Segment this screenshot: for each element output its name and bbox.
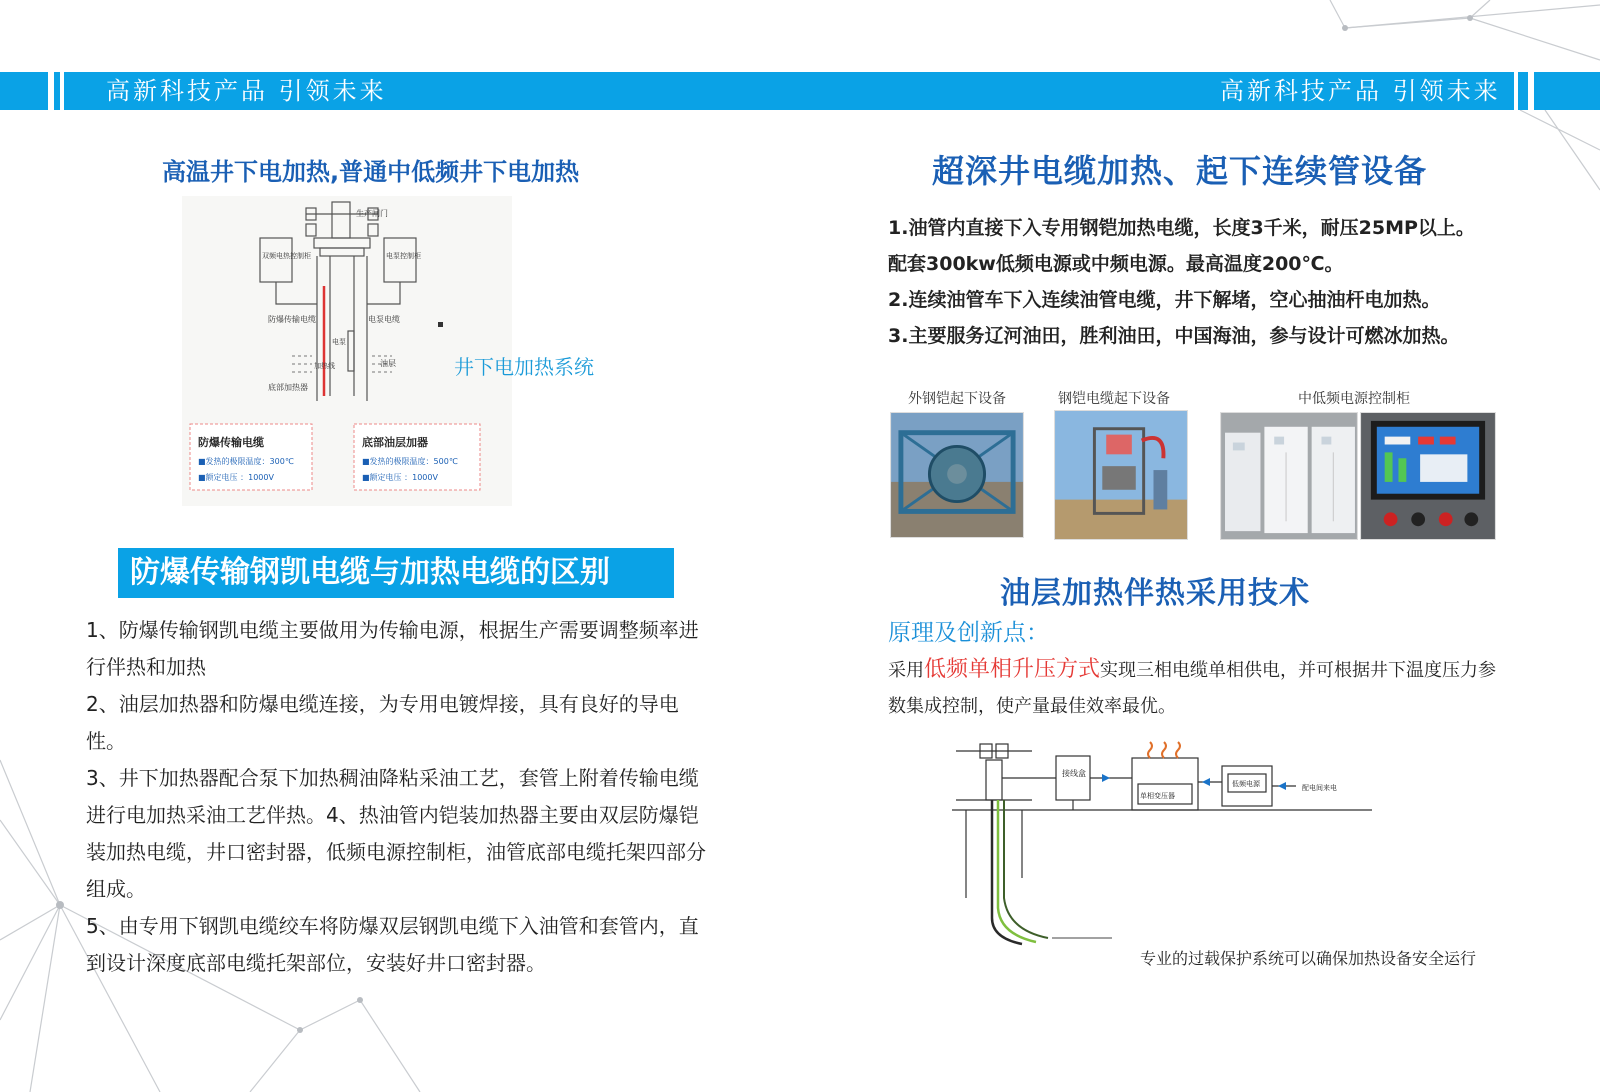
box1-title: 防爆传输电缆	[198, 436, 264, 449]
paragraph-1: 1、防爆传输钢凯电缆主要做用为传输电源，根据生产需要调整频率进行伴热和加热	[86, 618, 699, 679]
label-gate: 生产闸门	[356, 209, 388, 218]
principle-title: 原理及创新点：	[888, 620, 1049, 646]
photo-label-1: 外钢铠起下设备	[908, 391, 1006, 407]
left-paragraphs	[86, 612, 706, 982]
principle-text	[888, 652, 1508, 725]
system-name-label: 井下电加热系统	[454, 355, 594, 379]
principle-highlight: 低频单相升压方式	[924, 657, 1101, 682]
diagram-caption: 专业的过载保护系统可以确保加热设备安全运行	[1140, 949, 1477, 968]
label-oil-layer: 油层	[380, 359, 396, 368]
header-stripe-left-2	[60, 72, 64, 110]
principle-prefix: 采用	[888, 660, 924, 681]
left-banner-text: 防爆传输钢凯电缆与加热电缆的区别	[130, 555, 610, 590]
spec-3: 2.连续油管车下入连续油管电缆，井下解堵，空心抽油杆电加热。	[888, 289, 1441, 311]
label-junction-box: 接线盒	[1062, 769, 1086, 778]
photo-label-2: 钢铠电缆起下设备	[1058, 391, 1170, 407]
box1-line2: ■额定电压 ：1000V	[198, 473, 274, 482]
downhole-heating-diagram	[182, 196, 594, 506]
header-slogan-left: 高新科技产品 引领未来	[106, 77, 387, 105]
spec-4: 3.主要服务辽河油田，胜利油田，中国海油，参与设计可燃冰加热。	[888, 325, 1460, 347]
spec-1: 1.油管内直接下入专用钢铠加热电缆，长度3千米，耐压25MP以上。	[888, 217, 1475, 239]
box2-title: 底部油层加器	[362, 436, 428, 449]
label-transformer: 单相变压器	[1140, 792, 1175, 800]
label-left-cabinet: 双频电热控制柜	[262, 252, 311, 260]
right-title: 超深井电缆加热、起下连续管设备	[932, 152, 1428, 190]
oil-layer-heating-diagram	[952, 738, 1382, 968]
box2-line2: ■额定电压 ：1000V	[362, 473, 438, 482]
paragraph-2: 2、油层加热器和防爆电缆连接，为专用电镀焊接，具有良好的导电性。	[86, 692, 679, 753]
label-controller: 低频电源	[1232, 780, 1260, 788]
label-cable-right: 电泵电缆	[368, 315, 400, 324]
label-power-in: 配电间来电	[1302, 784, 1337, 792]
right-section2-title: 油层加热伴热采用技术	[1000, 576, 1310, 611]
box2-line1: ■发热的极限温度：500℃	[362, 457, 458, 466]
header-stripe-right	[1514, 72, 1518, 110]
header-slogan-right: 高新科技产品 引领未来	[1220, 77, 1501, 105]
photo-label-3: 中低频电源控制柜	[1298, 391, 1410, 407]
spec-2: 配套300kw低频电源或中频电源。最高温度200℃。	[888, 253, 1344, 275]
label-cable-left: 防爆传输电缆	[268, 315, 316, 324]
label-right-cabinet: 电泵控制柜	[386, 252, 421, 260]
principle-suffix: 实现三相电缆单相供电，并可根据井下温度压力参数集成控制，使产量最佳效率最优。	[888, 660, 1497, 717]
box1-line1: ■发热的极限温度：300℃	[198, 457, 294, 466]
label-bottom-heater: 底部加热器	[268, 383, 308, 392]
right-spec-list	[888, 210, 1568, 354]
photo-control-cabinet-1	[1220, 412, 1358, 540]
paragraph-3: 3、井下加热器配合泵下加热稠油降粘采油工艺，套管上附着传输电缆进行电加热采油工艺伴热。4、热油管内铠装加热器主要由双层防爆铠装加热电缆，井口密封器，低频电源控制柜，油管底部电缆托架四部分组成。	[86, 766, 706, 901]
photo-control-cabinet-2	[1360, 412, 1496, 540]
label-heat-line: 加热线	[314, 362, 335, 370]
header-stripe-left	[48, 72, 54, 110]
paragraph-4: 5、由专用下钢凯电缆绞车将防爆双层钢凯电缆下入油管和套管内，直到设计深度底部电缆托架部位，安装好井口密封器。	[86, 914, 699, 975]
label-pump: 电泵	[332, 338, 346, 346]
photo-steel-armor-equipment	[890, 412, 1024, 538]
left-diagram-title: 高温井下电加热,普通中低频井下电加热	[162, 158, 580, 186]
header-stripe-right-2	[1528, 72, 1534, 110]
photo-armored-cable-rig	[1054, 410, 1188, 540]
